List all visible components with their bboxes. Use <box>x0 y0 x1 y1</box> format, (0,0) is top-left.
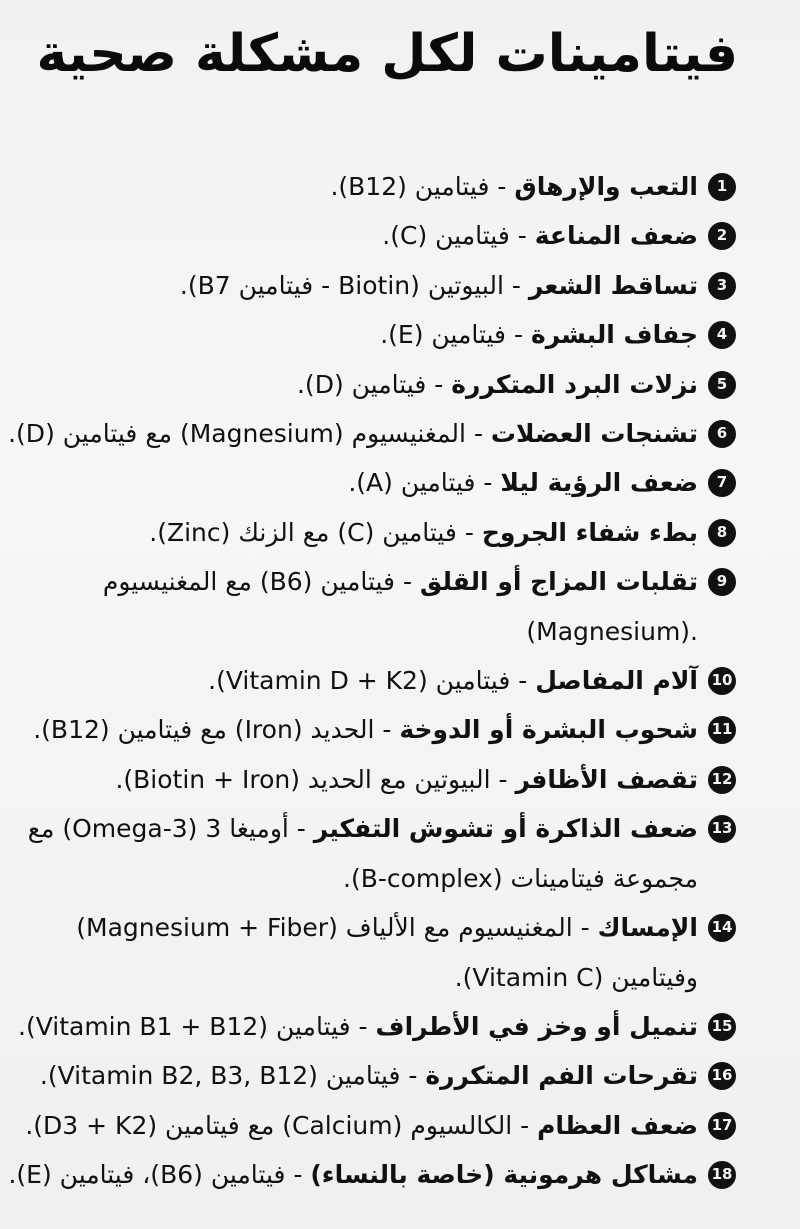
item-remedy: - فيتامين (C). <box>382 221 527 251</box>
list-item <box>0 211 736 260</box>
item-number: 14 <box>708 914 736 942</box>
item-number: 6 <box>708 420 736 448</box>
item-remedy: - فيتامين (B12). <box>330 172 507 201</box>
item-condition: ضعف الرؤية ليلا <box>500 468 698 498</box>
item-remedy: - الكالسيوم (Calcium) مع فيتامين (D3 + K2). <box>25 1110 530 1140</box>
list-item <box>0 705 736 754</box>
item-remedy: - أوميغا 3 (Omega-3) مع <box>27 814 306 844</box>
list-item <box>0 162 736 211</box>
item-condition: بطء شفاء الجروح <box>481 517 698 547</box>
item-text <box>0 1051 698 1100</box>
item-number: 18 <box>708 1161 736 1189</box>
item-text <box>0 310 698 359</box>
item-number: 4 <box>708 321 736 349</box>
item-remedy: - فيتامين (B6) مع المغنيسيوم <box>102 567 412 597</box>
item-text <box>0 705 698 754</box>
list-item <box>0 360 736 409</box>
item-condition: تقرحات الفم المتكررة <box>425 1061 698 1091</box>
list-item <box>0 804 736 903</box>
list-item <box>0 1002 736 1051</box>
item-number: 8 <box>708 519 736 547</box>
item-number: 11 <box>708 716 736 744</box>
item-text <box>0 162 698 211</box>
item-condition: نزلات البرد المتكررة <box>451 369 698 399</box>
item-remedy: - فيتامين (C) مع الزنك (Zinc). <box>149 517 474 547</box>
item-number: 15 <box>708 1013 736 1041</box>
item-text <box>0 1101 698 1150</box>
item-remedy: - فيتامين (E). <box>380 320 523 350</box>
item-condition: ضعف العظام <box>537 1110 698 1140</box>
list-item <box>0 903 736 1002</box>
list-item <box>0 310 736 359</box>
item-remedy: - فيتامين (Vitamin B1 + B12). <box>18 1011 368 1041</box>
item-remedy: - المغنيسيوم مع الألياف (Magnesium + Fiber) <box>76 913 590 943</box>
item-condition: تنميل أو وخز في الأطراف <box>375 1011 698 1041</box>
item-condition: تقصف الأظافر <box>515 764 698 794</box>
item-number: 10 <box>708 667 736 695</box>
page-title: فيتامينات لكل مشكلة صحية <box>36 24 738 84</box>
item-remedy-continued: (Magnesium). <box>526 616 698 646</box>
list-item <box>0 557 736 656</box>
item-remedy: - فيتامين (D). <box>296 369 444 399</box>
item-remedy: - الحديد (Iron) مع فيتامين (B12). <box>33 715 392 745</box>
item-number: 7 <box>708 469 736 497</box>
list-item <box>0 1051 736 1100</box>
item-number: 12 <box>708 766 736 794</box>
item-remedy: - فيتامين (B6)، فيتامين (E). <box>8 1160 303 1190</box>
item-remedy-continued: مجموعة فيتامينات (B-complex). <box>343 863 698 893</box>
item-text <box>0 261 698 310</box>
item-condition: مشاكل هرمونية (خاصة بالنساء) <box>310 1160 698 1190</box>
item-number: 13 <box>708 815 736 843</box>
list-item <box>0 409 736 458</box>
item-number: 9 <box>708 568 736 596</box>
item-remedy: - المغنيسيوم (Magnesium) مع فيتامين (D). <box>8 419 483 449</box>
vitamin-list <box>0 162 736 1200</box>
item-remedy: - فيتامين (Vitamin D + K2). <box>208 666 528 696</box>
item-condition: ضعف الذاكرة أو تشوش التفكير <box>313 814 698 844</box>
item-text <box>0 360 698 409</box>
item-remedy: - فيتامين (Vitamin B2, B3, B12). <box>39 1061 418 1091</box>
item-condition: التعب والإرهاق <box>514 172 698 201</box>
item-condition: ضعف المناعة <box>534 221 698 251</box>
item-text <box>0 656 698 705</box>
item-remedy-continued: وفيتامين (Vitamin C). <box>454 962 698 992</box>
item-condition: تساقط الشعر <box>528 270 698 300</box>
list-item <box>0 755 736 804</box>
item-text <box>0 903 698 1002</box>
item-condition: شحوب البشرة أو الدوخة <box>399 715 698 745</box>
item-condition: الإمساك <box>597 913 698 943</box>
item-remedy: - البيوتين (Biotin - فيتامين B7). <box>179 270 521 300</box>
list-item <box>0 458 736 507</box>
item-number: 3 <box>708 272 736 300</box>
list-item <box>0 656 736 705</box>
item-text <box>0 755 698 804</box>
item-text <box>0 1002 698 1051</box>
list-item <box>0 1101 736 1150</box>
item-text <box>0 458 698 507</box>
item-remedy: - البيوتين مع الحديد (Biotin + Iron). <box>115 764 508 794</box>
item-number: 2 <box>708 222 736 250</box>
list-item <box>0 1150 736 1199</box>
item-text <box>0 557 698 656</box>
item-condition: تقلبات المزاج أو القلق <box>419 567 698 597</box>
item-remedy: - فيتامين (A). <box>348 468 493 498</box>
item-text <box>0 409 698 458</box>
item-number: 16 <box>708 1062 736 1090</box>
item-condition: جفاف البشرة <box>530 320 698 350</box>
item-text <box>0 211 698 260</box>
item-number: 5 <box>708 371 736 399</box>
item-text <box>0 508 698 557</box>
item-number: 17 <box>708 1112 736 1140</box>
item-text <box>0 1150 698 1199</box>
list-item <box>0 508 736 557</box>
list-item <box>0 261 736 310</box>
item-condition: آلام المفاصل <box>535 666 698 696</box>
item-number: 1 <box>708 173 736 201</box>
item-text <box>0 804 698 903</box>
item-condition: تشنجات العضلات <box>490 419 698 449</box>
